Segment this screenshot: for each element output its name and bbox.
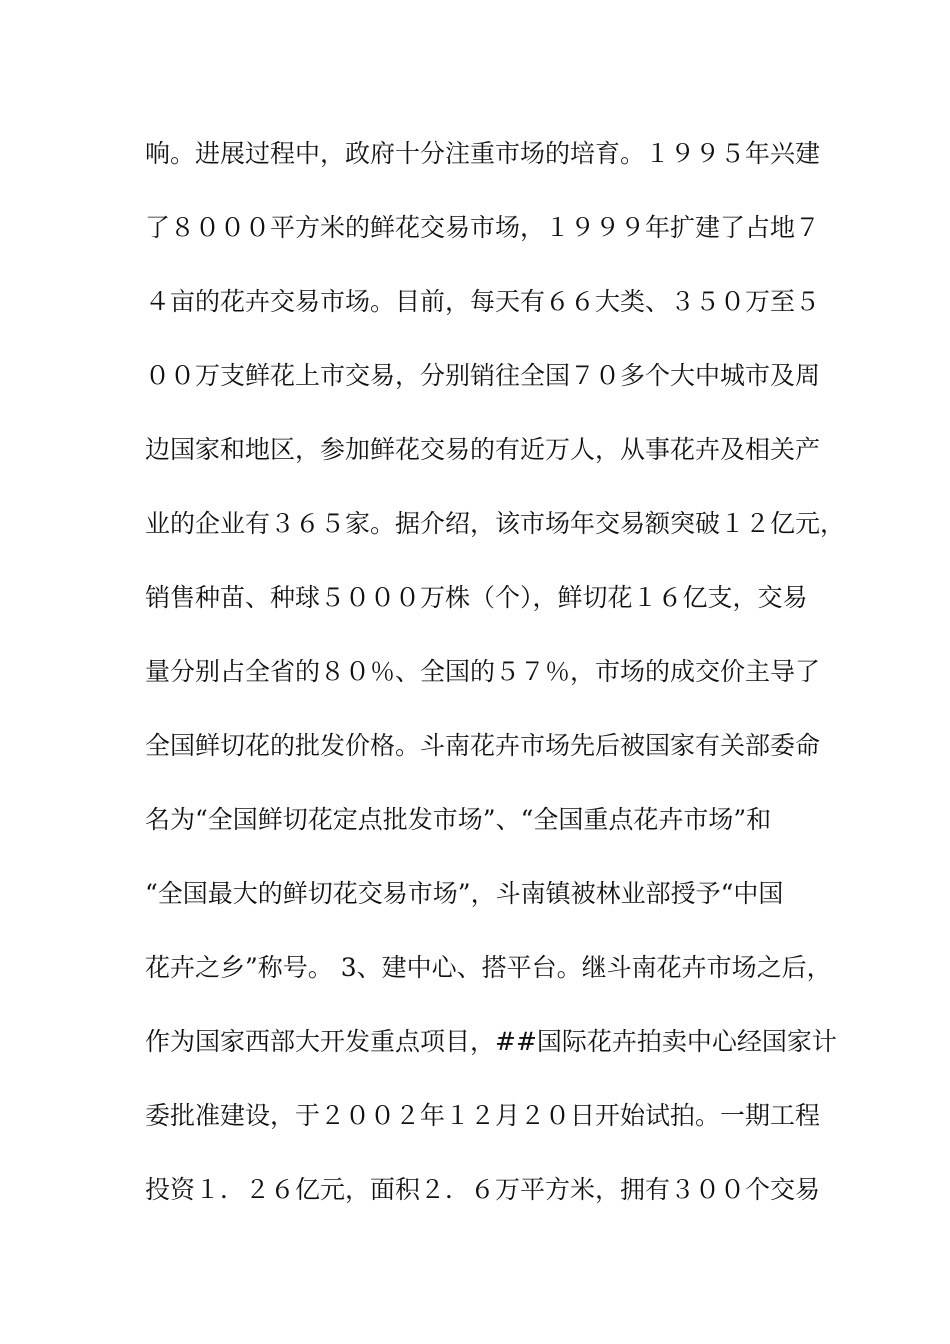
text-line: 投资１．２６亿元，面积２．６万平方米，拥有３００个交易 [145, 1175, 821, 1204]
text-line: 边国家和地区，参加鲜花交易的有近万人，从事花卉及相关产 [145, 435, 821, 464]
text-line: ００万支鲜花上市交易，分别销往全国７０多个大中城市及周 [145, 361, 821, 390]
body-text [145, 132, 845, 1242]
text-line: 花卉之乡”称号。 3、建中心、搭平台。继斗南花卉市场之后， [145, 953, 832, 982]
text-line: “全国最大的鲜切花交易市场”，斗南镇被林业部授予“中国 [145, 879, 784, 908]
text-line: ４亩的花卉交易市场。目前，每天有６６大类、３５０万至５ [145, 287, 821, 316]
text-line: 量分别占全省的８０％、全国的５７％，市场的成交价主导了 [145, 657, 821, 686]
text-line: 作为国家西部大开发重点项目，##国际花卉拍卖中心经国家计 [145, 1027, 837, 1056]
text-line: 响。进展过程中，政府十分注重市场的培育。１９９５年兴建 [145, 139, 821, 168]
text-line: 全国鲜切花的批发价格。斗南花卉市场先后被国家有关部委命 [145, 731, 821, 760]
text-line: 委批准建设，于２００２年１２月２０日开始试拍。一期工程 [145, 1101, 821, 1130]
text-line: 销售种苗、种球５０００万株（个），鲜切花１６亿支，交易 [145, 583, 808, 612]
text-line: 业的企业有３６５家。据介绍，该市场年交易额突破１２亿元， [145, 509, 846, 538]
text-line: 了８０００平方米的鲜花交易市场，１９９９年扩建了占地７ [145, 213, 821, 242]
text-line: 名为“全国鲜切花定点批发市场”、“全国重点花卉市场”和 [145, 805, 772, 834]
